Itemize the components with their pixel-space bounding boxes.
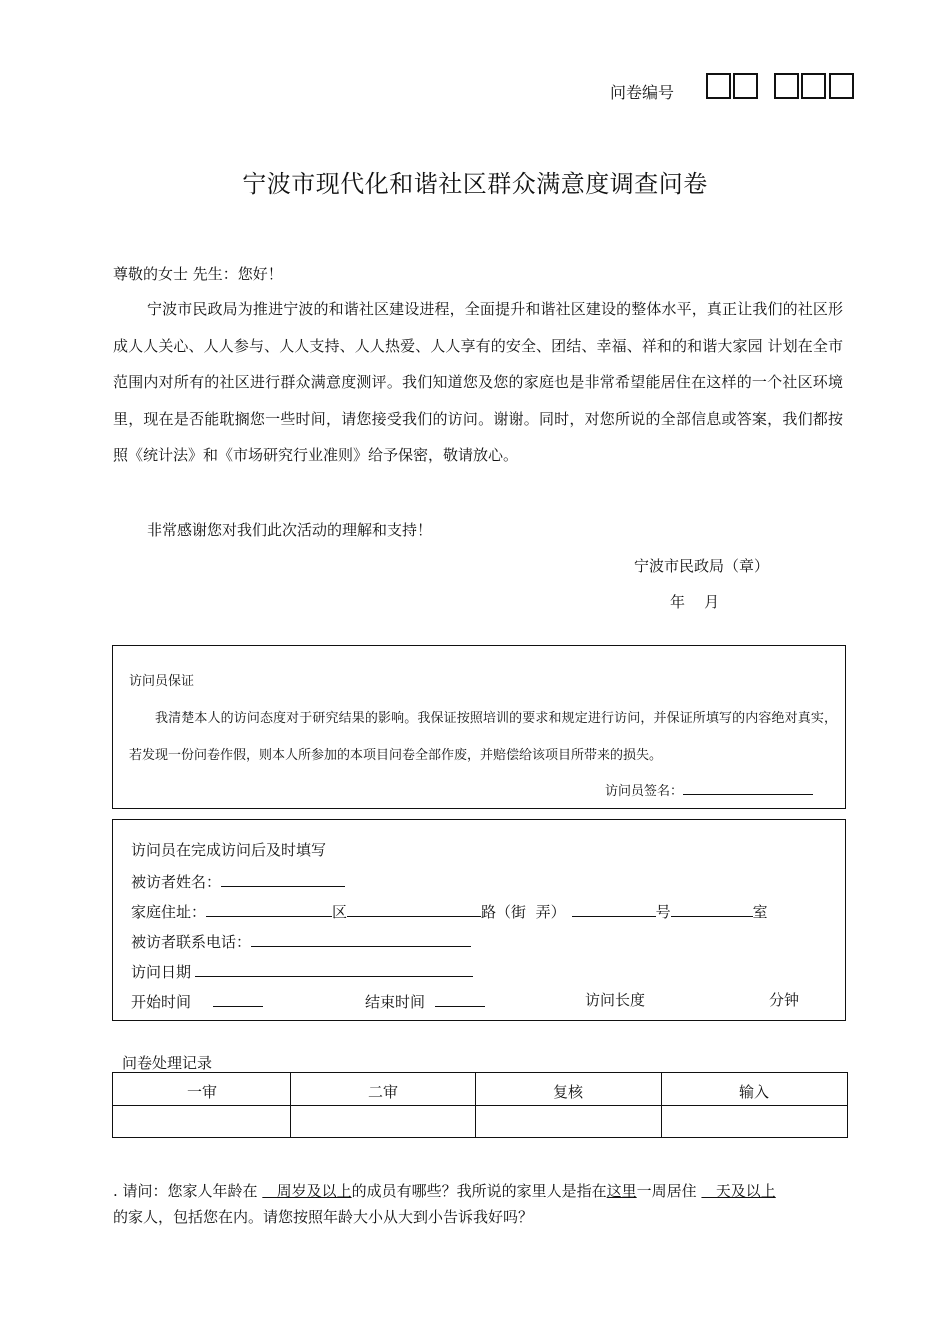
questionnaire-number-box[interactable] <box>733 73 758 99</box>
end-time-field[interactable] <box>435 989 485 1007</box>
questionnaire-number-box[interactable] <box>829 73 854 99</box>
phone-row <box>131 929 471 951</box>
address-number-field[interactable] <box>572 899 656 917</box>
phone-field[interactable] <box>251 929 471 947</box>
interviewer-signature <box>605 780 813 799</box>
questionnaire-number-label: 问卷编号 <box>610 83 675 102</box>
question-1-line-2: 的家人，包括您在内。请您按照年龄大小从大到小告诉我好吗？ <box>113 1208 534 1226</box>
letter-body-text: 宁波市民政局为推进宁波的和谐社区建设进程，全面提升和谐社区建设的整体水平，真正让我们的社区形成人人关心、人人参与、人人支持、人人热爱、人人享有的安全、团结、幸福、祥和的和谐大家园 计划在全市范围内对所有的社区进行群众满意度测评。我们知道您及您的家庭也是非常希望能居住在这样的一个社区环境里，现在是否能耽搁您一些时间，请您接受我们的访问。谢谢。同时，对您所说的全部信息或答案，我们都按照《统计法》和《市场研究行业准则》给予保密，敬请放心。 <box>113 300 843 465</box>
days-blank[interactable]: 天及以上 <box>701 1182 776 1200</box>
end-time-label: 结束时间 <box>365 993 426 1011</box>
respondent-name-row <box>131 869 345 891</box>
records-table <box>112 1072 848 1138</box>
table-cell[interactable] <box>477 1107 660 1136</box>
length-label: 访问长度 <box>585 991 646 1009</box>
records-label: 问卷处理记录 <box>122 1054 213 1072</box>
question-1-mid2: 一周居住 <box>636 1182 702 1200</box>
guarantee-title: 访问员保证 <box>129 674 195 689</box>
date-row <box>131 959 473 981</box>
date-field[interactable] <box>195 959 473 977</box>
start-time-field[interactable] <box>213 989 263 1007</box>
address-district-field[interactable] <box>206 899 332 917</box>
question-1-mid: 的成员有哪些？我所说的家里人是指在 <box>351 1182 607 1200</box>
questionnaire-number-box[interactable] <box>706 73 731 99</box>
signature-date: 年 月 <box>670 593 720 611</box>
number-label: 号 <box>655 903 671 921</box>
phone-label: 被访者联系电话： <box>131 933 252 951</box>
letter-body <box>113 291 843 474</box>
time-row <box>131 989 263 1011</box>
table-divider <box>475 1073 476 1137</box>
table-header-cell: 二审 <box>367 1083 398 1101</box>
questionnaire-number-box[interactable] <box>801 73 826 99</box>
district-label: 区 <box>332 903 348 921</box>
here-text: 这里 <box>606 1182 637 1200</box>
signature-org: 宁波市民政局（章） <box>634 557 770 575</box>
address-room-field[interactable] <box>671 899 753 917</box>
table-header-cell: 复核 <box>552 1083 583 1101</box>
letter-greeting: 尊敬的女士 先生：您好！ <box>113 265 283 283</box>
respondent-name-label: 被访者姓名： <box>131 873 222 891</box>
table-header-cell: 输入 <box>738 1083 769 1101</box>
table-divider <box>661 1073 662 1137</box>
signature-field[interactable] <box>683 780 813 795</box>
question-1-line-1 <box>113 1178 843 1204</box>
room-label: 室 <box>752 903 768 921</box>
question-1 <box>113 1178 843 1230</box>
road-label: 路（街 弄） <box>481 903 566 921</box>
date-label: 访问日期 <box>131 963 192 981</box>
table-cell[interactable] <box>292 1107 474 1136</box>
table-cell[interactable] <box>663 1107 846 1136</box>
age-blank[interactable]: 周岁及以上 <box>262 1182 352 1200</box>
table-header-cell: 一审 <box>186 1083 217 1101</box>
table-divider <box>290 1073 291 1137</box>
table-divider <box>113 1105 847 1106</box>
interviewer-guarantee-box <box>112 645 846 809</box>
page-title: 宁波市现代化和谐社区群众满意度调查问卷 <box>242 170 708 198</box>
address-row <box>131 899 768 921</box>
interview-record-box <box>112 819 846 1021</box>
question-1-prefix: . 请问：您家人年龄在 <box>113 1182 263 1200</box>
guarantee-text: 我清楚本人的访问态度对于研究结果的影响。我保证按照培训的要求和规定进行访问，并保证所填写的内容绝对真实，若发现一份问卷作假，则本人所参加的本项目问卷全部作废，并赔偿给该项目所带来的损失。 <box>129 711 837 763</box>
signature-label: 访问员签名： <box>605 784 684 799</box>
table-cell[interactable] <box>114 1107 289 1136</box>
letter-thanks: 非常感谢您对我们此次活动的理解和支持！ <box>147 521 433 539</box>
respondent-name-field[interactable] <box>221 869 345 887</box>
address-label: 家庭住址： <box>131 903 207 921</box>
questionnaire-number-box[interactable] <box>774 73 799 99</box>
fill-heading: 访问员在完成访问后及时填写 <box>131 841 327 859</box>
start-time-label: 开始时间 <box>131 993 192 1011</box>
minutes-label: 分钟 <box>769 991 800 1009</box>
end-time-group <box>365 989 485 1011</box>
address-road-field[interactable] <box>347 899 481 917</box>
